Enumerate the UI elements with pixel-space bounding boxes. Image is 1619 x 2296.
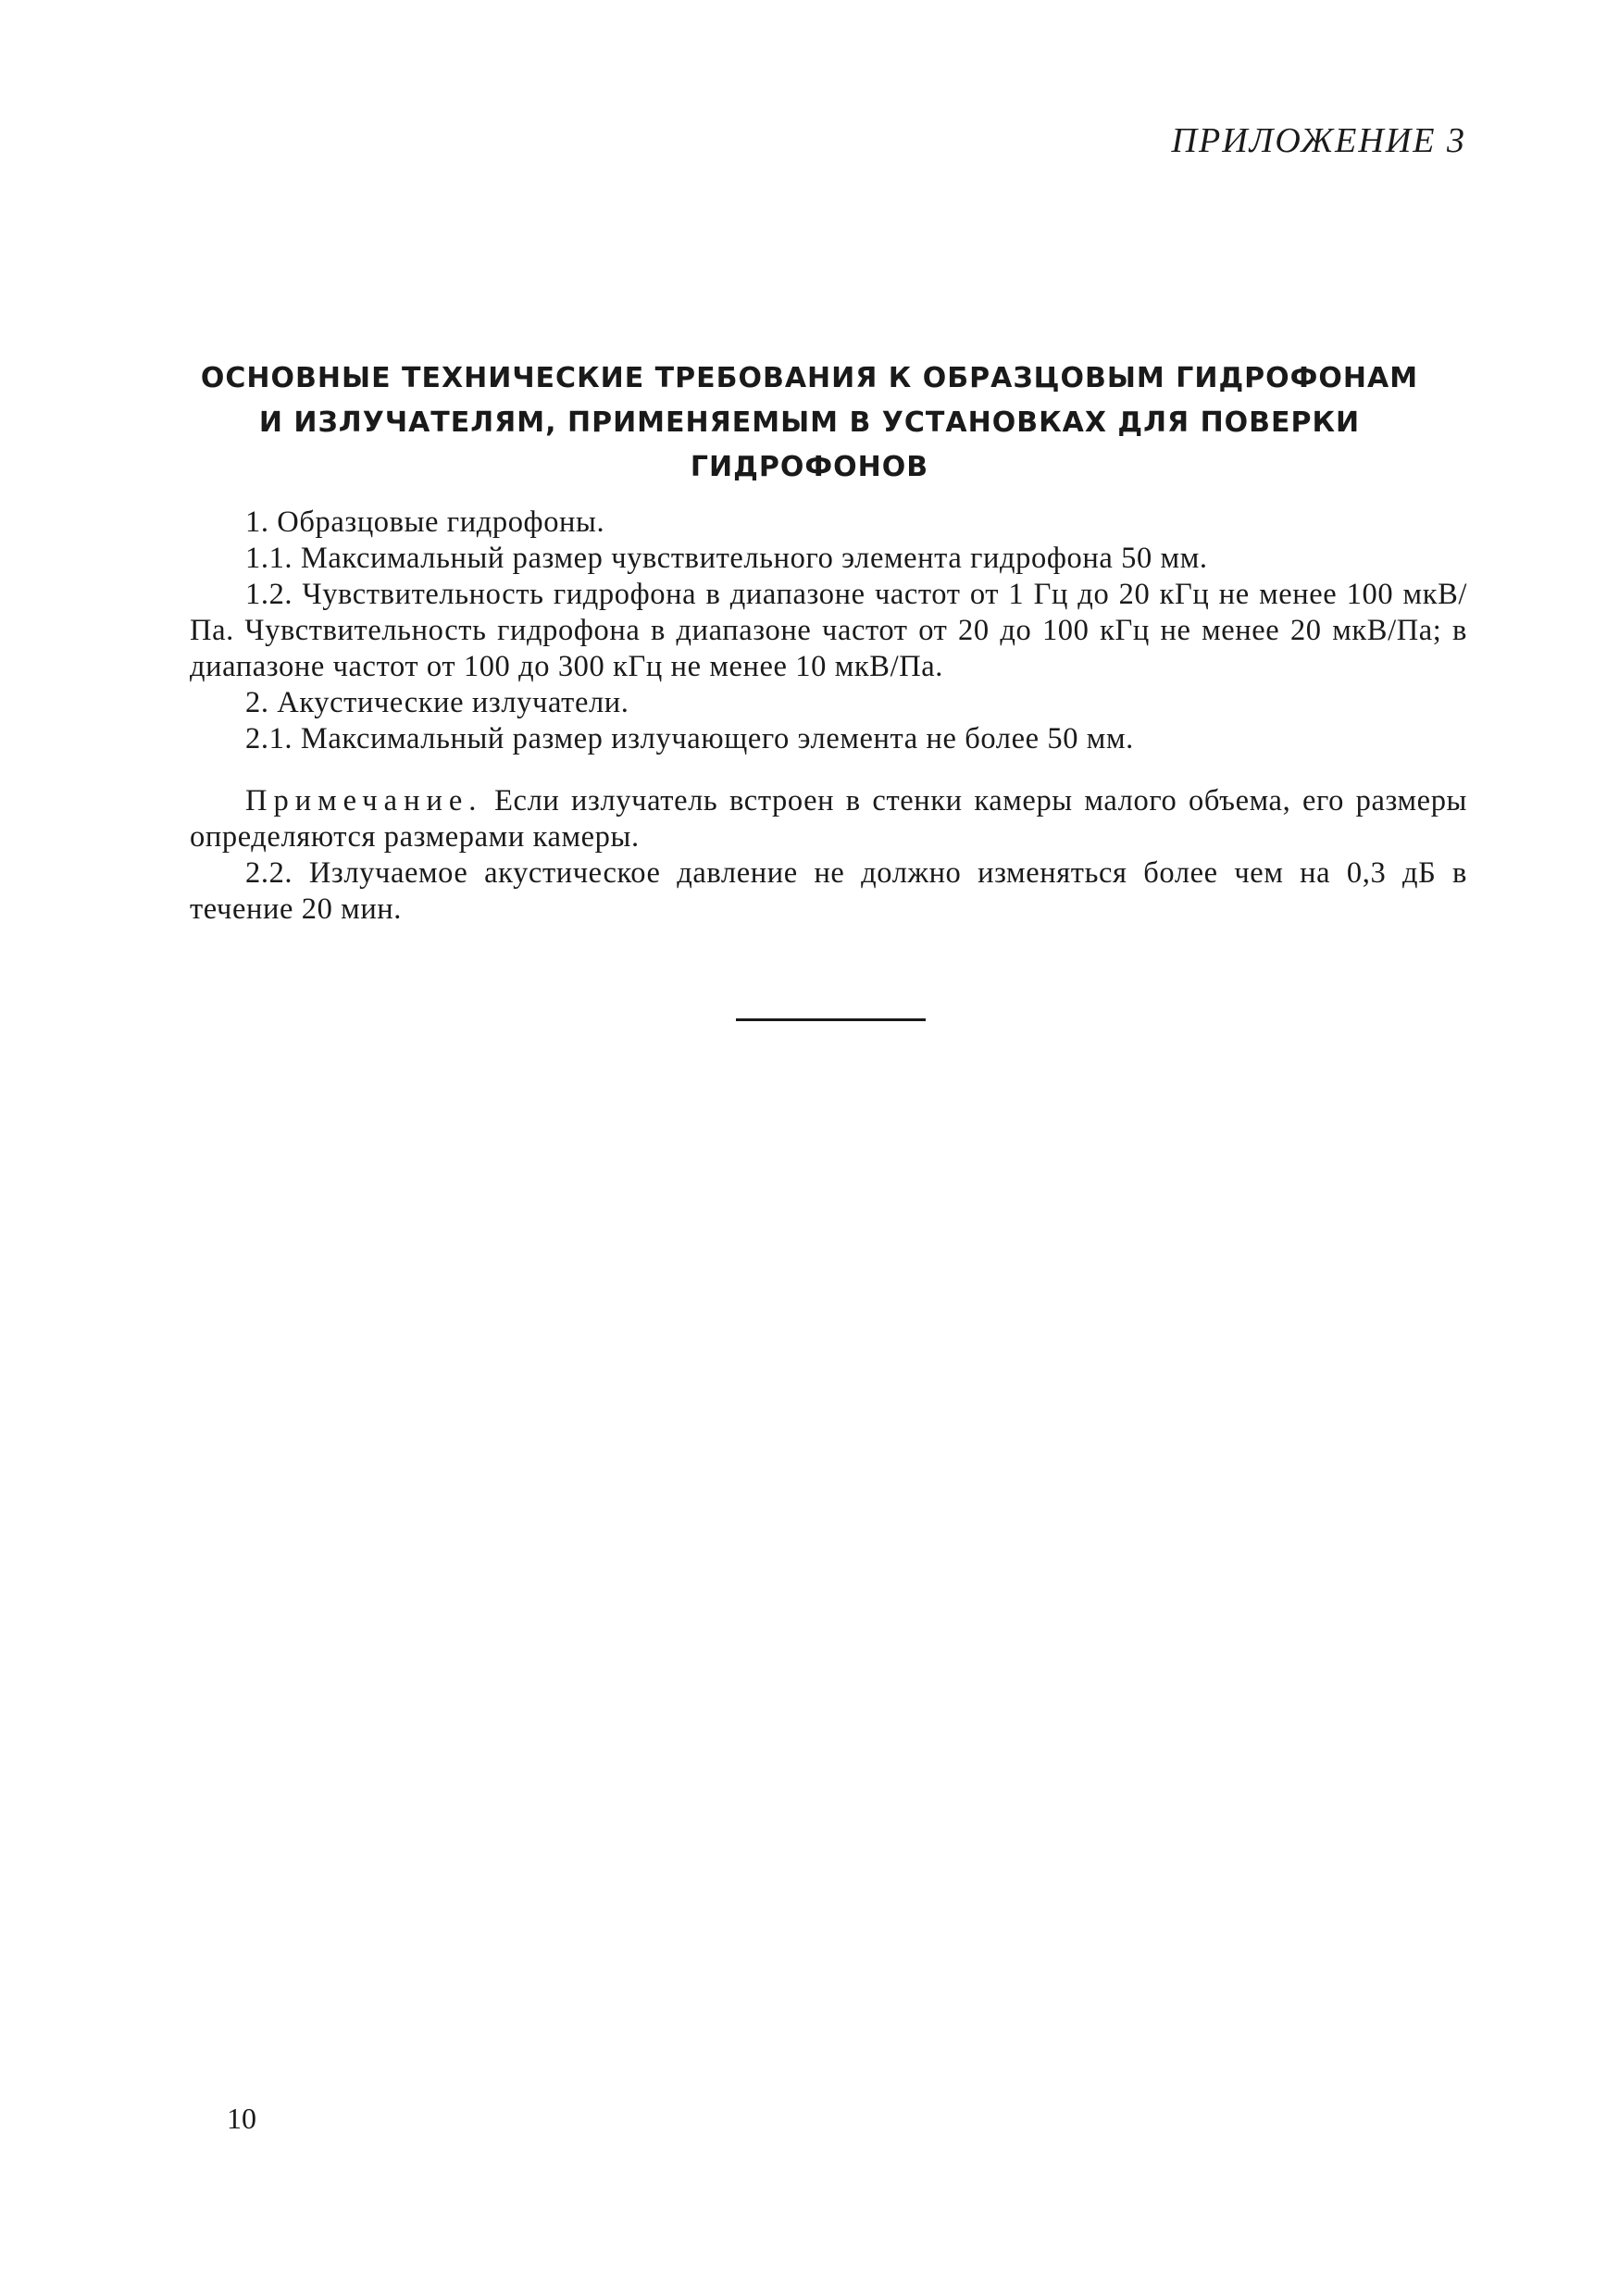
section-1-2: 1.2. Чувствительность гидрофона в диапазоне частот от 1 Гц до 20 кГц не менее 100 мкВ/Па. Чувствительность гидрофона в диапазоне частот от 20 до 100 кГц не менее 20 мкВ/Па; в диапазоне частот от 100 до 300 кГц не менее 10 мкВ/Па. — [190, 578, 1467, 683]
title-line-3: ГИДРОФОНОВ — [690, 451, 929, 483]
title-line-2: И ИЗЛУЧАТЕЛЯМ, ПРИМЕНЯЕМЫМ В УСТАНОВКАХ ДЛЯ ПОВЕРКИ — [258, 406, 1361, 439]
note-text: Если излучатель встроен в стенки камеры малого объема, его размеры определяются размерами камеры. — [190, 784, 1467, 854]
end-rule-divider — [736, 1018, 926, 1021]
section-2-2: 2.2. Излучаемое акустическое давление не должно изменяться более чем на 0,3 дБ в течение 20 мин. — [190, 856, 1467, 926]
section-1-1: 1.1. Максимальный размер чувствительного элемента гидрофона 50 мм. — [245, 542, 1208, 575]
document-body — [190, 505, 1467, 928]
appendix-label: ПРИЛОЖЕНИЕ 3 — [1171, 121, 1466, 160]
section-2-1: 2.1. Максимальный размер излучающего элемента не более 50 мм. — [245, 722, 1134, 755]
note-label: Примечание. — [245, 784, 483, 817]
page-number: 10 — [227, 2102, 256, 2135]
document-title — [167, 356, 1452, 490]
title-line-1: ОСНОВНЫЕ ТЕХНИЧЕСКИЕ ТРЕБОВАНИЯ К ОБРАЗЦОВЫМ ГИДРОФОНАМ — [200, 362, 1419, 394]
section-1-heading: 1. Образцовые гидрофоны. — [245, 505, 605, 539]
note-paragraph — [190, 783, 1467, 855]
section-2-heading: 2. Акустические излучатели. — [245, 686, 629, 719]
